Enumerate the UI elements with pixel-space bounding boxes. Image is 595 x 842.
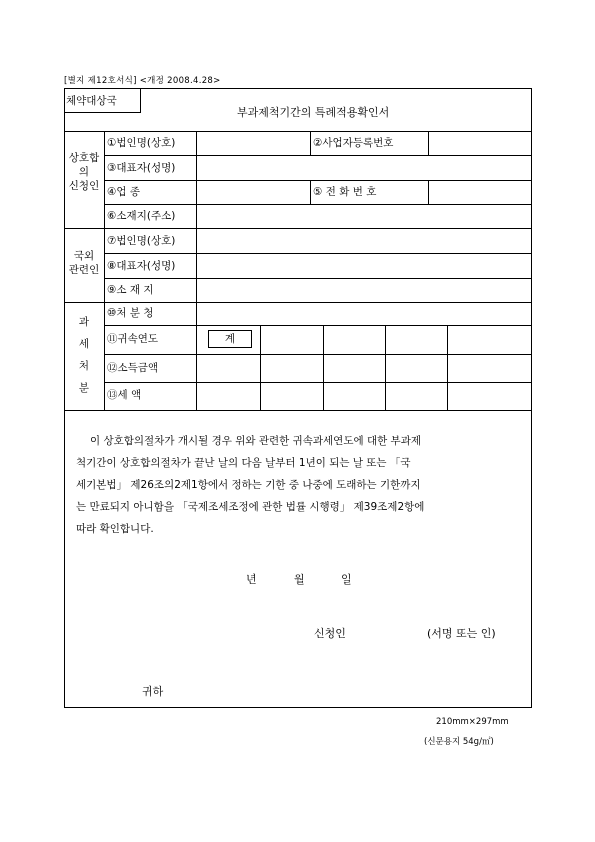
taxation-side-label: 과 세 처 분 (78, 316, 90, 394)
signature-note: (서명 또는 인) (427, 627, 496, 640)
addressee: 귀하 (142, 685, 164, 698)
field-representative: ③대표자(성명) (107, 162, 176, 174)
confirmation-text: 이 상호합의절차가 개시될 경우 위와 관련한 귀속과세연도에 대한 부과제 척기간이 상호합의절차가 끝난 날의 다음 날부터 1년이 되는 날 또는 「국 세기본법」 제26조의2제1항에서 정하는 기한 중 나중에 도래하는 기한까지 는 만료되지 아니함을 「국제조세조정에 관한 법률 시행령」 제39조제2항에 따라 확인합니다. (76, 435, 425, 535)
field-foreign-address: ⑨소 재 지 (107, 284, 154, 296)
treaty-country-label: 체약대상국 (66, 95, 117, 107)
field-biz-reg-no: ②사업자등록번호 (313, 137, 394, 149)
date-day: 일 (341, 573, 352, 586)
field-income: ⑫소득금액 (107, 362, 159, 374)
paper-size: 210mm×297mm (436, 717, 509, 727)
field-authority: ⑩처 분 청 (107, 307, 154, 319)
field-year: ⑪귀속연도 (107, 333, 159, 345)
applicant-signature-label: 신청인 (314, 627, 346, 640)
form-title: 부과제척기간의 특례적용확인서 (237, 106, 390, 119)
applicant-side-label: 상호합 의 신청인 (68, 152, 100, 193)
total-box: 계 (208, 330, 252, 348)
paper-type: (신문용지 54g/㎡) (424, 737, 494, 747)
field-phone: ⑤ 전 화 번 호 (313, 186, 377, 198)
field-foreign-representative: ⑧대표자(성명) (107, 260, 176, 272)
field-business-type: ④업 종 (107, 186, 141, 198)
field-tax: ⑬세 액 (107, 389, 142, 401)
date-month: 월 (294, 573, 305, 586)
field-address: ⑥소재지(주소) (107, 210, 176, 222)
field-foreign-corp-name: ⑦법인명(상호) (107, 235, 176, 247)
date-year: 년 (246, 573, 257, 586)
field-corp-name: ①법인명(상호) (107, 137, 176, 149)
form-number: [별지 제12호서식] <개정 2008.4.28> (64, 76, 221, 86)
foreign-side-label: 국외 관련인 (68, 250, 100, 277)
